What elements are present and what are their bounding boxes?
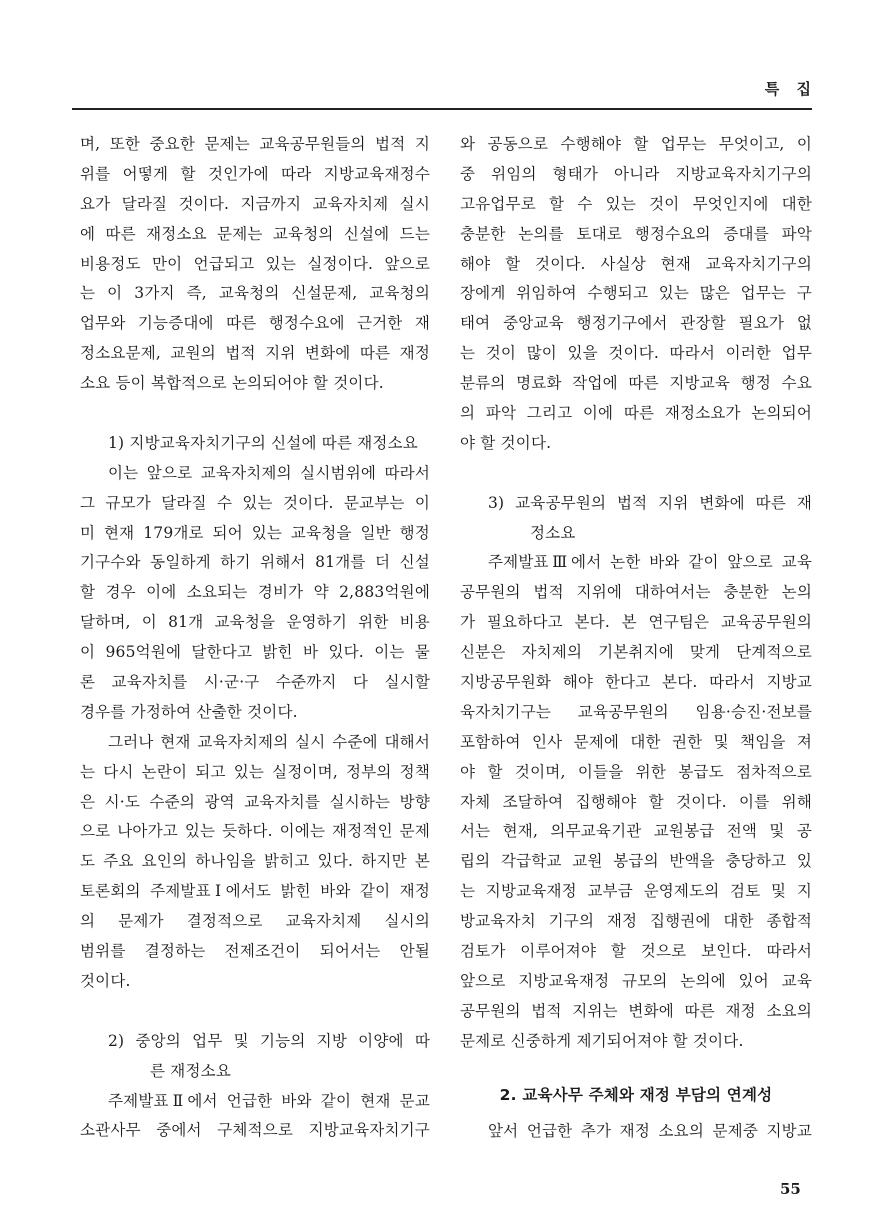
text-line: 자체 조달하여 집행해야 할 것이다. 이를 위해 <box>460 792 812 811</box>
text-line: 검토가 이루어져야 할 것으로 보인다. 따라서 <box>460 942 812 961</box>
text-line: 도 주요 요인의 하나임을 밝히고 있다. 하지만 본 <box>80 852 430 871</box>
text-line: 소관사무 중에서 구체적으로 지방교육자치기구 <box>80 1121 430 1140</box>
text-line: 정소요문제, 교원의 법적 지위 변화에 따른 재정 <box>80 344 430 363</box>
text-line: 방교육자치 기구의 재정 집행권에 대한 종합적 <box>460 912 812 931</box>
text-line: 중 위임의 형태가 아니라 지방교육자치기구의 <box>460 164 812 183</box>
text-line: 할 경우 이에 소요되는 경비가 약 2,883억원에 <box>80 583 430 602</box>
paragraph <box>80 130 430 399</box>
text-line: 는 것이 많이 있을 것이다. 따라서 이러한 업무 <box>460 344 812 363</box>
text-line: 주제발표Ⅱ에서 언급한 바와 같이 현재 문교 <box>108 1091 430 1110</box>
text-line: 으로 나아가고 있는 듯하다. 이에는 재정적인 문제 <box>80 822 430 841</box>
text-line: 에 따른 재정소요 문제는 교육청의 신설에 드는 <box>80 224 430 243</box>
section-label: 특 집 <box>764 80 817 98</box>
paragraph <box>80 459 430 728</box>
text-line: 육자치기구는 교육공무원의 임용·승진·전보를 <box>460 702 812 721</box>
header-rule <box>72 108 812 110</box>
text-line: 소요 등이 복합적으로 논의되어야 할 것이다. <box>80 374 384 393</box>
text-line: 요가 달라질 것이다. 지금까지 교육자치제 실시 <box>80 194 430 213</box>
text-line: 은 시·도 수준의 광역 교육자치를 실시하는 방향 <box>80 792 430 811</box>
text-line: 장에게 위임하여 수행되고 있는 많은 업무는 구 <box>460 284 812 303</box>
text-line: 고유업무로 할 수 있는 것이 무엇인지에 대한 <box>460 194 812 213</box>
paragraph <box>80 728 430 997</box>
paragraph <box>80 1087 430 1147</box>
subsection-heading: 1) 지방교육자치기구의 신설에 따른 재정소요 <box>108 433 418 452</box>
text-line: 가 필요하다고 본다. 본 연구팀은 교육공무원의 <box>460 613 812 632</box>
left-column <box>80 130 430 1146</box>
text-line: 앞서 언급한 추가 재정 소요의 문제중 지방교 <box>488 1121 812 1140</box>
text-line: 기구수와 동일하게 하기 위해서 81개를 더 신설 <box>80 553 430 572</box>
text-line: 그러나 현재 교육자치제의 실시 수준에 대해서 <box>108 732 430 751</box>
text-line: 해야 할 것이다. 사실상 현재 교육자치기구의 <box>460 254 812 273</box>
text-line: 는 지방교육재정 교부금 운영제도의 검토 및 지 <box>460 882 812 901</box>
text-line: 는 다시 논란이 되고 있는 실정이며, 정부의 정책 <box>80 762 430 781</box>
right-column <box>460 130 812 1147</box>
text-line: 비용정도 만이 언급되고 있는 실정이다. 앞으로 <box>80 254 430 273</box>
text-line: 경우를 가정하여 산출한 것이다. <box>80 702 298 721</box>
text-line: 위를 어떻게 할 것인가에 따라 지방교육재정수 <box>80 164 430 183</box>
paragraph <box>460 130 812 459</box>
text-line: 달하며, 이 81개 교육청을 운영하기 위한 비용 <box>80 613 430 632</box>
text-line: 분류의 명료화 작업에 따른 지방교육 행정 수요 <box>460 374 812 393</box>
text-line: 서는 현재, 의무교육기관 교원봉급 전액 및 공 <box>460 822 812 841</box>
text-line: 립의 각급학교 교원 봉급의 반액을 충당하고 있 <box>460 852 812 871</box>
text-line: 그 규모가 달라질 수 있는 것이다. 문교부는 이 <box>80 493 430 512</box>
text-line: 이 965억원에 달한다고 밝힌 바 있다. 이는 물 <box>80 643 430 662</box>
subsection-heading-continued: 정소요 <box>530 523 576 542</box>
text-line: 야 할 것이다. <box>460 433 552 452</box>
subsection-heading-continued: 른 재정소요 <box>150 1061 231 1080</box>
text-line: 업무와 기능증대에 따른 행정수요에 근거한 재 <box>80 314 430 333</box>
text-line: 며, 또한 중요한 문제는 교육공무원들의 법적 지 <box>80 135 430 153</box>
text-line: 충분한 논의를 토대로 행정수요의 증대를 파악 <box>460 224 812 243</box>
text-line: 공무원의 법적 지위는 변화에 따른 재정 소요의 <box>460 1001 812 1020</box>
text-line: 야 할 것이며, 이들을 위한 봉급도 점차적으로 <box>460 762 812 781</box>
text-line: 신분은 자치제의 기본취지에 맞게 단계적으로 <box>460 643 812 662</box>
page-number: 55 <box>780 1180 801 1198</box>
text-line: 포함하여 인사 문제에 대한 권한 및 책임을 져 <box>460 732 812 751</box>
text-line: 공무원의 법적 지위에 대하여서는 충분한 논의 <box>460 583 812 602</box>
paragraph <box>460 1117 812 1147</box>
text-line: 는 이 3가지 즉, 교육청의 신설문제, 교육청의 <box>80 284 430 303</box>
text-line: 지방공무원화 해야 한다고 본다. 따라서 지방교 <box>460 673 812 692</box>
text-line: 와 공동으로 수행해야 할 업무는 무엇이고, 이 <box>460 135 812 153</box>
text-line: 의 문제가 결정적으로 교육자치제 실시의 <box>80 912 430 931</box>
text-line: 태여 중앙교육 행정기구에서 관장할 필요가 없 <box>460 314 812 333</box>
text-line: 범위를 결정하는 전제조건이 되어서는 안될 <box>80 942 430 961</box>
paragraph <box>460 548 812 1056</box>
text-line: 앞으로 지방교육재정 규모의 논의에 있어 교육 <box>460 971 812 990</box>
section-heading: 2. 교육사무 주체와 재정 부담의 연계성 <box>499 1085 773 1104</box>
text-line: 론 교육자치를 시·군·구 수준까지 다 실시할 <box>80 673 430 692</box>
subsection-heading: 2) 중앙의 업무 및 기능의 지방 이양에 따 <box>108 1031 430 1050</box>
text-line: 것이다. <box>80 971 131 990</box>
text-line: 이는 앞으로 교육자치제의 실시범위에 따라서 <box>108 463 430 482</box>
text-line: 미 현재 179개로 되어 있는 교육청을 일반 행정 <box>80 523 430 542</box>
text-line: 의 파악 그리고 이에 따른 재정소요가 논의되어 <box>460 404 812 423</box>
text-line: 주제발표Ⅲ에서 논한 바와 같이 앞으로 교육 <box>488 553 812 572</box>
subsection-heading: 3) 교육공무원의 법적 지위 변화에 따른 재 <box>488 493 812 512</box>
text-line: 토론회의 주제발표Ⅰ에서도 밝힌 바와 같이 재정 <box>80 882 430 901</box>
text-line: 문제로 신중하게 제기되어져야 할 것이다. <box>460 1031 744 1050</box>
